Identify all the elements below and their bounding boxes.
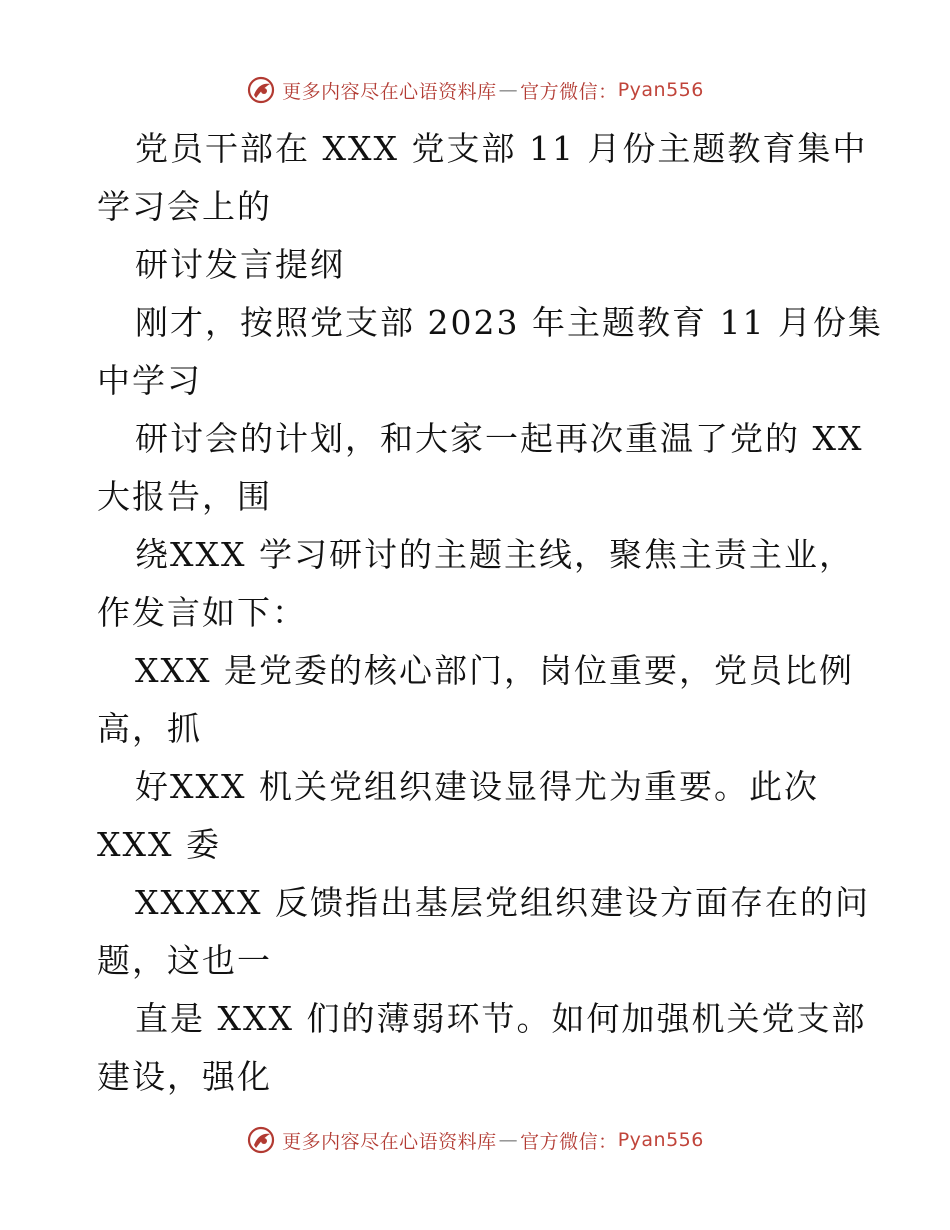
watermark-text: 更多内容尽在心语资料库 bbox=[282, 1130, 497, 1153]
watermark-id: Pyan556 bbox=[617, 1129, 704, 1151]
paragraph-line: 题，这也一 bbox=[97, 941, 272, 980]
header-watermark bbox=[0, 70, 950, 110]
watermark-official: 官方微信： bbox=[520, 1130, 618, 1153]
paragraph-line: 作发言如下： bbox=[97, 593, 307, 632]
title-line-2: 学习会上的 bbox=[97, 187, 272, 226]
title-line-1: 党员干部在 XXX 党支部 11 月份主题教育集中 bbox=[135, 129, 868, 168]
paragraph-line: 高，抓 bbox=[97, 709, 202, 748]
watermark-separator: — bbox=[498, 1129, 519, 1151]
paragraph-line: 研讨会的计划，和大家一起再次重温了党的 XX bbox=[135, 419, 864, 458]
footer-watermark bbox=[0, 1120, 950, 1160]
paragraph-line: 绕XXX 学习研讨的主题主线，聚焦主责主业， bbox=[135, 535, 854, 574]
paragraph-line: 直是 XXX 们的薄弱环节。如何加强机关党支部 bbox=[135, 999, 867, 1038]
seal-logo-icon bbox=[246, 1125, 276, 1155]
paragraph-line: 中学习 bbox=[97, 361, 202, 400]
title-line-3: 研讨发言提纲 bbox=[135, 245, 345, 284]
paragraph-line: 建设，强化 bbox=[97, 1057, 272, 1096]
watermark-id: Pyan556 bbox=[617, 79, 704, 101]
paragraph-line: 刚才，按照党支部 2023 年主题教育 11 月份集 bbox=[135, 303, 883, 342]
document-body bbox=[97, 120, 883, 1106]
watermark-official: 官方微信： bbox=[520, 80, 618, 103]
watermark-text: 更多内容尽在心语资料库 bbox=[282, 80, 497, 103]
paragraph-line: XXXXX 反馈指出基层党组织建设方面存在的问 bbox=[135, 883, 870, 922]
paragraph-line: 好XXX 机关党组织建设显得尤为重要。此次 bbox=[135, 767, 819, 806]
paragraph-line: XXX 委 bbox=[97, 825, 221, 864]
watermark-separator: — bbox=[498, 79, 519, 101]
paragraph-line: 大报告，围 bbox=[97, 477, 272, 516]
seal-logo-icon bbox=[246, 75, 276, 105]
paragraph-line: XXX 是党委的核心部门，岗位重要，党员比例 bbox=[135, 651, 854, 690]
